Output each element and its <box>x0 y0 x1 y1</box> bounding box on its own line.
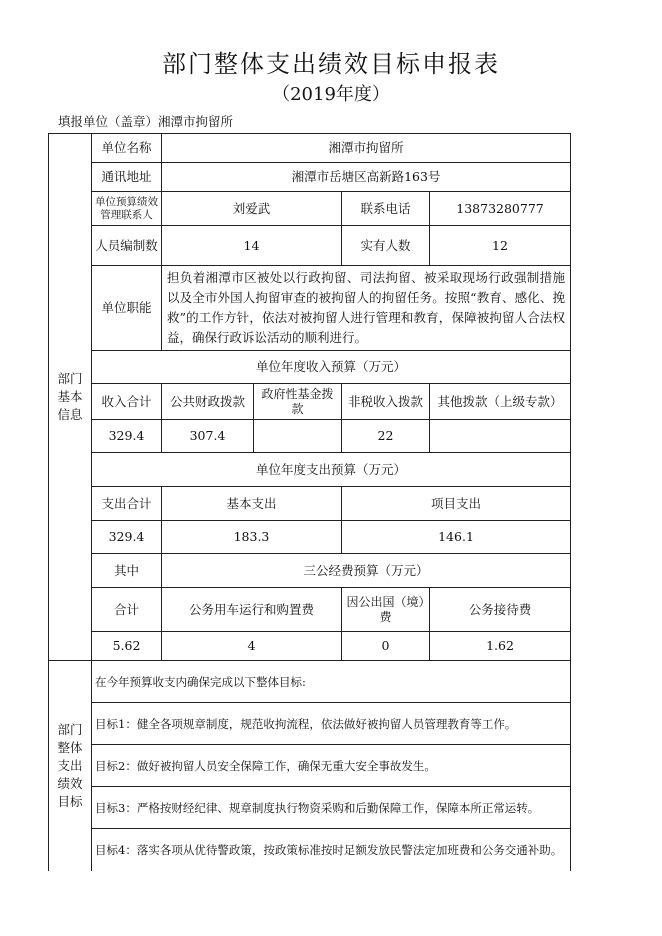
three-public-heading: 三公经费预算（万元） <box>162 554 571 588</box>
page-title: 部门整体支出绩效目标申报表 <box>162 50 500 78</box>
goals-intro: 在今年预算收支内确保完成以下整体目标: <box>92 661 571 703</box>
expense-value-basic: 183.3 <box>162 521 342 554</box>
contact-label: 单位预算绩效管理联系人 <box>92 192 162 226</box>
contact-value: 刘爱武 <box>162 192 342 226</box>
reporting-unit: 填报单位（盖章）湘潭市拘留所 <box>58 114 234 129</box>
goals-section-label: 部门 整体 支出 绩效 目标 <box>49 661 92 871</box>
page-subtitle: （2019年度） <box>272 84 390 105</box>
three-public-value-abroad: 0 <box>342 632 430 661</box>
basic-info-section-label: 部门 基本 信息 <box>49 134 92 661</box>
income-header-non-tax: 非税收入拨款 <box>342 384 430 420</box>
three-public-value-reception: 1.62 <box>430 632 571 661</box>
three-public-value-vehicle: 4 <box>162 632 342 661</box>
phone-value: 13873280777 <box>430 192 571 226</box>
unit-name-value: 湘潭市拘留所 <box>162 134 571 163</box>
staff-actual-label: 实有人数 <box>342 226 430 266</box>
income-value-other <box>430 420 571 453</box>
goal-1: 目标1：健全各项规章制度，规范收拘流程，依法做好被拘留人员管理教育等工作。 <box>92 703 571 745</box>
expense-header-project: 项目支出 <box>342 487 571 521</box>
goal-3: 目标3：严格按财经纪律、规章制度执行物资采购和后勤保障工作，保障本所正常运转。 <box>92 787 571 829</box>
of-which-label: 其中 <box>92 554 162 588</box>
function-label: 单位职能 <box>92 266 162 351</box>
goal-2: 目标2：做好被拘留人员安全保障工作，确保无重大安全事故发生。 <box>92 745 571 787</box>
staff-quota-value: 14 <box>162 226 342 266</box>
three-public-header-vehicle: 公务用车运行和购置费 <box>162 588 342 632</box>
address-value: 湘潭市岳塘区高新路163号 <box>162 163 571 192</box>
function-text: 担负着湘潭市区被处以行政拘留、司法拘留、被采取现场行政强制措施以及全市外国人拘留审查的被拘留人的拘留任务。按照“教育、感化、挽救”的工作方针，依法对被拘留人进行管理和教育，保障被拘留人合法权益，确保行政诉讼活动的顺利进行。 <box>162 266 571 351</box>
three-public-header-total: 合计 <box>92 588 162 632</box>
unit-name-label: 单位名称 <box>92 134 162 163</box>
expense-value-project: 146.1 <box>342 521 571 554</box>
three-public-header-abroad: 因公出国（境）费 <box>342 588 430 632</box>
three-public-value-total: 5.62 <box>92 632 162 661</box>
income-header-public-finance: 公共财政拨款 <box>162 384 254 420</box>
address-label: 通讯地址 <box>92 163 162 192</box>
income-header-total: 收入合计 <box>92 384 162 420</box>
staff-actual-value: 12 <box>430 226 571 266</box>
three-public-header-reception: 公务接待费 <box>430 588 571 632</box>
performance-table <box>48 133 571 871</box>
income-value-public-finance: 307.4 <box>162 420 254 453</box>
goal-4: 目标4：落实各项从优待警政策，按政策标准按时足额发放民警法定加班费和公务交通补助。 <box>92 829 571 871</box>
expense-header-total: 支出合计 <box>92 487 162 521</box>
income-value-gov-fund <box>254 420 342 453</box>
phone-label: 联系电话 <box>342 192 430 226</box>
income-heading: 单位年度收入预算（万元） <box>92 351 571 384</box>
income-value-non-tax: 22 <box>342 420 430 453</box>
expense-header-basic: 基本支出 <box>162 487 342 521</box>
staff-quota-label: 人员编制数 <box>92 226 162 266</box>
income-header-other: 其他拨款（上级专款） <box>430 384 571 420</box>
income-value-total: 329.4 <box>92 420 162 453</box>
income-header-gov-fund: 政府性基金拨款 <box>254 384 342 420</box>
expense-heading: 单位年度支出预算（万元） <box>92 453 571 487</box>
expense-value-total: 329.4 <box>92 521 162 554</box>
